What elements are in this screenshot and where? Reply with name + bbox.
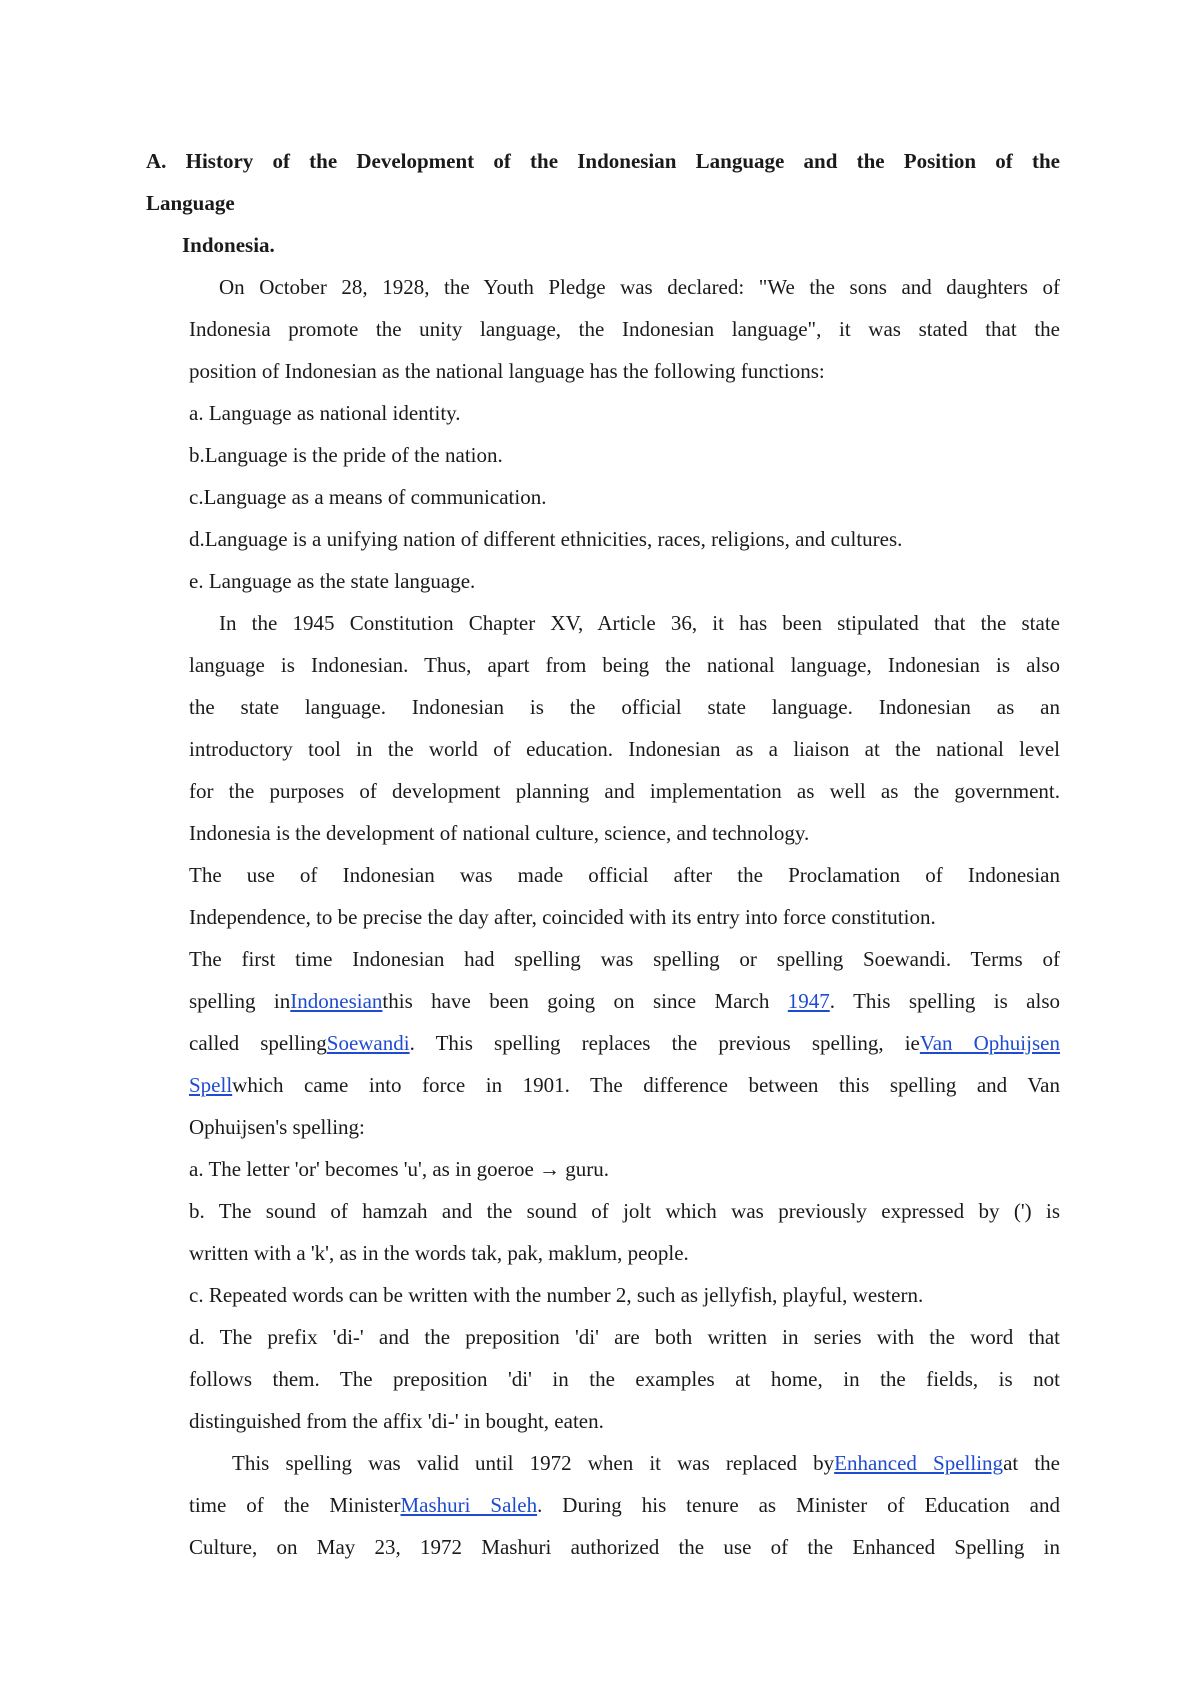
list-item: b. The sound of hamzah and the sound of jolt which was previously expressed by (') is [189,1199,1060,1223]
text-run: . This spelling is also [829,989,1060,1013]
link-mashuri-saleh[interactable]: Mashuri Saleh [400,1493,538,1517]
paragraph-3-line-2: Independence, to be precise the day after, coincided with its entry into force constitution. [189,905,936,929]
paragraph-2-line-1: In the 1945 Constitution Chapter XV, Article 36, it has been stipulated that the state [219,611,1060,635]
list-item: a. The letter 'or' becomes 'u', as in goeroe → guru. [189,1157,610,1181]
heading-line-2: Language [146,191,235,215]
paragraph-2-line-6: Indonesia is the development of national culture, science, and technology. [189,821,810,845]
list-item-continued: distinguished from the affix 'di-' in bought, eaten. [189,1409,604,1433]
link-spell[interactable]: Spell [189,1073,233,1097]
link-soewandi[interactable]: Soewandi [326,1031,410,1055]
paragraph-2-line-4: introductory tool in the world of education. Indonesian as a liaison at the national level [189,737,1060,761]
list-item: c. Repeated words can be written with the number 2, such as jellyfish, playful, western. [189,1283,924,1307]
paragraph-4-line-2 [189,980,1060,1022]
paragraph-4-line-3 [189,1022,1060,1064]
heading-line-3: Indonesia. [182,233,275,257]
paragraph-4-line-4 [189,1064,1060,1106]
list-item: e. Language as the state language. [189,569,476,593]
paragraph-1-line-2: Indonesia promote the unity language, the Indonesian language", it was stated that the [189,317,1060,341]
paragraph-3-line-1: The use of Indonesian was made official after the Proclamation of Indonesian [189,863,1060,887]
link-van-ophuijsen[interactable]: Van Ophuijsen [919,1031,1060,1055]
text-run: which came into force in 1901. The difference between this spelling and Van [232,1073,1060,1097]
text-run: . During his tenure as Minister of Education and [537,1493,1060,1517]
text-run: This spelling was valid until 1972 when it was replaced by [232,1451,835,1475]
heading-line-1: A. History of the Development of the Indonesian Language and the Position of the [146,149,1060,173]
text-run: at the [1003,1451,1060,1475]
text-run: called spelling [189,1031,327,1055]
list-item: c.Language as a means of communication. [189,485,547,509]
link-enhanced-spelling[interactable]: Enhanced Spelling [834,1451,1004,1475]
paragraph-5-line-2 [189,1484,1060,1526]
text-run: this have been going on since March [382,989,788,1013]
paragraph-1-line-1: On October 28, 1928, the Youth Pledge was declared: "We the sons and daughters of [219,275,1060,299]
text-run: . This spelling replaces the previous spelling, ie [409,1031,920,1055]
text-run: spelling in [189,989,291,1013]
paragraph-5-line-3: Culture, on May 23, 1972 Mashuri authorized the use of the Enhanced Spelling in [189,1535,1060,1559]
paragraph-2-line-5: for the purposes of development planning and implementation as well as the government. [189,779,1060,803]
link-indonesian[interactable]: Indonesian [290,989,383,1013]
list-item-continued: written with a 'k', as in the words tak, pak, maklum, people. [189,1241,689,1265]
paragraph-4-line-1: The first time Indonesian had spelling was spelling or spelling Soewandi. Terms of [189,947,1060,971]
text-run: time of the Minister [189,1493,401,1517]
paragraph-2-line-3: the state language. Indonesian is the official state language. Indonesian as an [189,695,1060,719]
list-item-continued: follows them. The preposition 'di' in the examples at home, in the fields, is not [189,1367,1060,1391]
list-item: b.Language is the pride of the nation. [189,443,503,467]
list-item: d.Language is a unifying nation of different ethnicities, races, religions, and cultures. [189,527,903,551]
paragraph-1-line-3: position of Indonesian as the national language has the following functions: [189,359,825,383]
paragraph-5-line-1 [232,1442,1060,1484]
list-item: a. Language as national identity. [189,401,461,425]
link-1947[interactable]: 1947 [787,989,830,1013]
list-item: d. The prefix 'di-' and the preposition 'di' are both written in series with the word that [189,1325,1060,1349]
paragraph-2-line-2: language is Indonesian. Thus, apart from being the national language, Indonesian is also [189,653,1060,677]
paragraph-4-line-5: Ophuijsen's spelling: [189,1115,365,1139]
